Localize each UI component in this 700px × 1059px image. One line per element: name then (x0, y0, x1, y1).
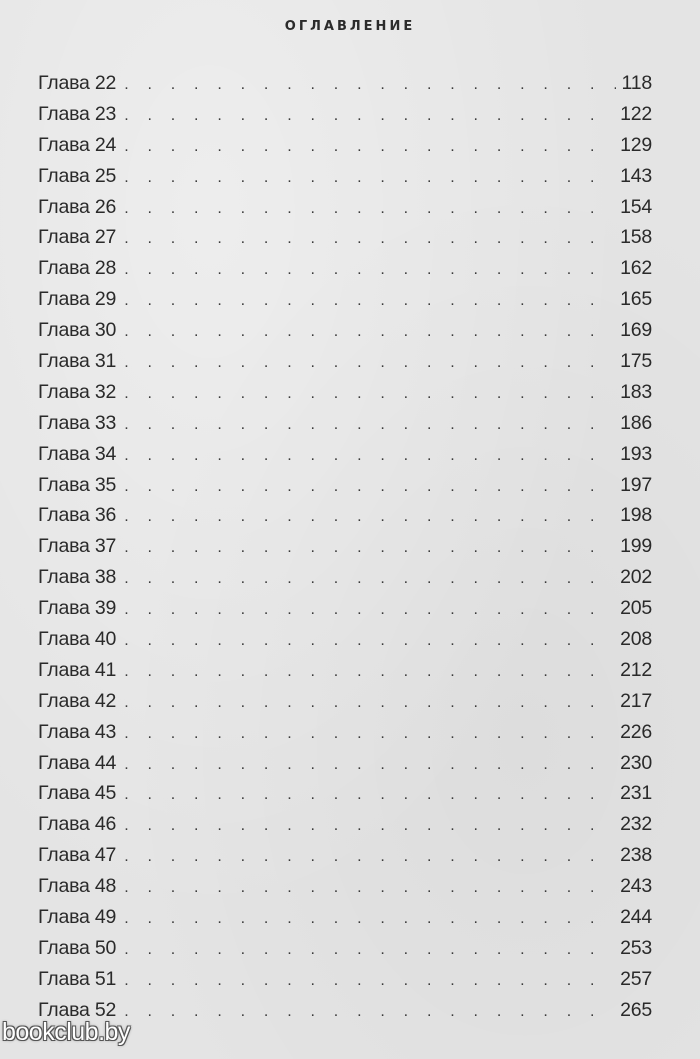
page-number: 205 (620, 597, 652, 620)
toc-entry (38, 443, 652, 474)
toc-entry (38, 474, 652, 505)
dot-leader (124, 76, 615, 94)
toc-entry (38, 999, 652, 1030)
page-number: 129 (620, 133, 652, 156)
dot-leader (124, 848, 614, 866)
dot-leader (124, 879, 614, 897)
toc-entry (38, 226, 652, 257)
dot-leader (124, 138, 614, 156)
dot-leader (124, 292, 614, 310)
chapter-label: Глава 32 (38, 380, 117, 403)
chapter-label: Глава 38 (38, 566, 117, 589)
dot-leader (124, 323, 614, 341)
toc-entry (38, 566, 652, 597)
table-of-contents (38, 72, 652, 1030)
page-number: 208 (620, 628, 652, 651)
page-number: 197 (620, 473, 652, 496)
toc-entry (38, 535, 652, 566)
toc-entry (38, 937, 652, 968)
toc-entry (38, 134, 652, 165)
dot-leader (124, 910, 614, 928)
page-number: 122 (620, 102, 652, 125)
chapter-label: Глава 42 (38, 689, 117, 712)
chapter-label: Глава 35 (38, 473, 117, 496)
page-number: 169 (620, 319, 652, 342)
chapter-label: Глава 22 (38, 72, 117, 94)
chapter-label: Глава 50 (38, 936, 117, 959)
dot-leader (124, 725, 614, 743)
dot-leader (124, 385, 614, 403)
page-number: 162 (620, 257, 652, 280)
dot-leader (124, 416, 614, 434)
page-number: 143 (620, 164, 652, 187)
page-number: 158 (620, 226, 652, 249)
chapter-label: Глава 43 (38, 720, 117, 743)
toc-entry (38, 782, 652, 813)
page-number: 198 (620, 504, 652, 527)
toc-entry (38, 288, 652, 319)
page-number: 232 (620, 813, 652, 836)
chapter-label: Глава 47 (38, 844, 117, 867)
toc-entry (38, 165, 652, 196)
toc-entry (38, 906, 652, 937)
page-number: 186 (620, 411, 652, 434)
toc-entry (38, 319, 652, 350)
chapter-label: Глава 45 (38, 782, 117, 805)
dot-leader (124, 601, 614, 619)
chapter-label: Глава 44 (38, 751, 117, 774)
dot-leader (124, 539, 614, 557)
page-number: 217 (620, 689, 652, 712)
chapter-label: Глава 31 (38, 350, 117, 373)
page-number: 154 (620, 195, 652, 218)
toc-entry (38, 813, 652, 844)
page-number: 253 (620, 936, 652, 959)
page-number: 202 (620, 566, 652, 589)
chapter-label: Глава 46 (38, 813, 117, 836)
page-number: 212 (620, 658, 652, 681)
toc-entry (38, 412, 652, 443)
toc-entry (38, 72, 652, 103)
toc-entry (38, 196, 652, 227)
toc-entry (38, 350, 652, 381)
page-number: 238 (620, 844, 652, 867)
page-heading: ОГЛАВЛЕНИЕ (284, 19, 416, 34)
dot-leader (124, 817, 614, 835)
dot-leader (124, 632, 614, 650)
page-number: 265 (620, 998, 652, 1021)
chapter-label: Глава 37 (38, 535, 117, 558)
dot-leader (124, 107, 614, 125)
chapter-label: Глава 48 (38, 875, 117, 898)
dot-leader (124, 354, 614, 372)
toc-entry (38, 504, 652, 535)
dot-leader (124, 694, 614, 712)
watermark-logo: bookclub.by (2, 1018, 130, 1046)
dot-leader (124, 261, 614, 279)
toc-entry (38, 659, 652, 690)
toc-entry (38, 103, 652, 134)
page-number: 231 (620, 782, 652, 805)
chapter-label: Глава 49 (38, 906, 117, 929)
dot-leader (124, 200, 614, 218)
toc-entry (38, 597, 652, 628)
page-number: 199 (620, 535, 652, 558)
dot-leader (124, 756, 614, 774)
page-number: 243 (620, 875, 652, 898)
toc-entry (38, 968, 652, 999)
dot-leader (124, 169, 614, 187)
toc-entry (38, 381, 652, 412)
toc-entry (38, 752, 652, 783)
chapter-label: Глава 40 (38, 628, 117, 651)
toc-entry (38, 690, 652, 721)
chapter-label: Глава 33 (38, 411, 117, 434)
page-number: 244 (620, 906, 652, 929)
chapter-label: Глава 26 (38, 195, 117, 218)
dot-leader (124, 570, 614, 588)
toc-entry (38, 844, 652, 875)
chapter-label: Глава 28 (38, 257, 117, 280)
dot-leader (124, 508, 614, 526)
page-number: 183 (620, 380, 652, 403)
chapter-label: Глава 24 (38, 133, 117, 156)
dot-leader (124, 230, 614, 248)
chapter-label: Глава 25 (38, 164, 117, 187)
chapter-label: Глава 27 (38, 226, 117, 249)
dot-leader (124, 972, 614, 990)
dot-leader (124, 478, 614, 496)
page-number: 118 (621, 72, 652, 94)
chapter-label: Глава 36 (38, 504, 117, 527)
page-number: 257 (620, 967, 652, 990)
page-number: 226 (620, 720, 652, 743)
dot-leader (124, 447, 614, 465)
chapter-label: Глава 34 (38, 442, 117, 465)
chapter-label: Глава 30 (38, 319, 117, 342)
dot-leader (124, 941, 614, 959)
page-number: 230 (620, 751, 652, 774)
chapter-label: Глава 23 (38, 102, 117, 125)
toc-entry (38, 875, 652, 906)
chapter-label: Глава 51 (38, 967, 117, 990)
chapter-label: Глава 41 (38, 658, 117, 681)
toc-entry (38, 721, 652, 752)
chapter-label: Глава 29 (38, 288, 117, 311)
toc-entry (38, 257, 652, 288)
page-number: 193 (620, 442, 652, 465)
chapter-label: Глава 39 (38, 597, 117, 620)
chapter-label: Глава 52 (38, 998, 117, 1021)
dot-leader (124, 663, 614, 681)
toc-entry (38, 628, 652, 659)
page-number: 165 (620, 288, 652, 311)
dot-leader (124, 786, 614, 804)
page-number: 175 (620, 350, 652, 373)
dot-leader (124, 1003, 614, 1021)
